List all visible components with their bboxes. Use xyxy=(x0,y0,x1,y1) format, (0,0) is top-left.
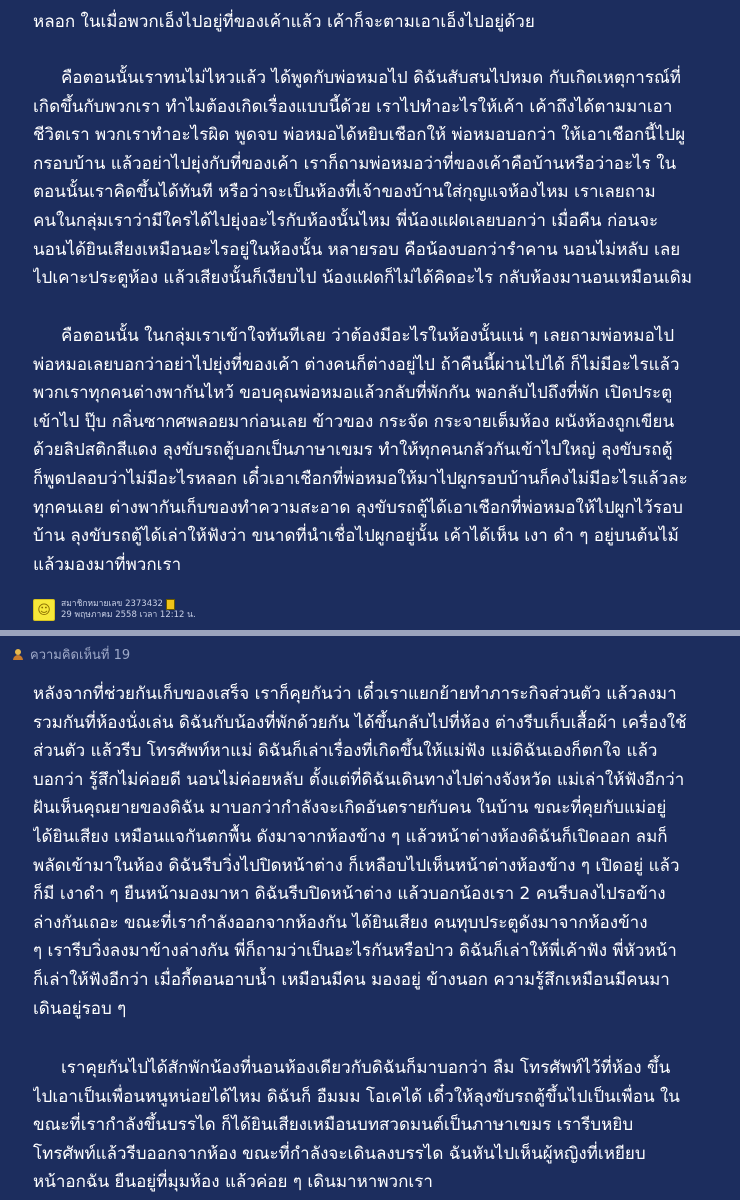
post-date: 29 พฤษภาคม 2558 เวลา 12:12 น. xyxy=(61,610,196,620)
text-line: เดินอยู่รอบ ๆ xyxy=(33,998,127,1019)
text-line: หลอก ในเมื่อพวกเอ็งไปอยู่ที่ของเค้าแล้ว เค้าก็จะตามเอาเอ็งไปอยู่ด้วย xyxy=(33,12,535,32)
comment-header xyxy=(12,644,130,665)
post-footer xyxy=(33,596,196,624)
text-line: ๆ เรารีบวิ่งลงมาข้างล่างกัน พี่ก็ถามว่าเป็นอะไรกันหรือป่าว ดิฉันก็เล่าให้พี่เค้าฟัง พี่หัวหน้า xyxy=(33,941,677,962)
comment-paragraph xyxy=(33,680,710,1023)
text-line: ตอนนั้นเราคิดขึ้นได้ทันที หรือว่าจะเป็นห้องที่เจ้าของบ้านใส่กุญแจห้องไหม เราเลยถาม xyxy=(33,182,656,203)
text-line: เกิดขึ้นกับพวกเรา ทำไมต้องเกิดเรื่องแบบนี้ด้วย เราไปทำอะไรให้เค้า เค้าถึงได้ตามมาเอา xyxy=(33,96,673,117)
text-line: แล้วมองมาที่พวกเรา xyxy=(33,554,182,575)
comment-paragraph xyxy=(33,1054,710,1197)
text-line: พวกเราทุกคนต่างพากันไหว้ ขอบคุณพ่อหมอแล้วกลับที่พักกัน พอกลับไปถึงที่พัก เปิดประตู xyxy=(33,383,673,404)
avatar[interactable]: ☺ xyxy=(33,599,55,621)
text-line: นอนได้ยินเสียงเหมือนอะไรอยู่ในห้องนั้น หลายรอบ คือน้องบอกว่ารำคาน นอนไม่หลับ เลย xyxy=(33,239,681,260)
comment-19 xyxy=(0,636,740,1200)
text-line: กรอบบ้าน แล้วอย่าไปยุ่งกับที่ของเค้า เราก็ถามพ่อหมอว่าที่ของเค้าคือบ้านหรือว่าอะไร ใน xyxy=(33,153,677,174)
text-line: ไปเคาะประตูห้อง แล้วเสียงนั้นก็เงียบไป น้องแฝดก็ไม่ได้คิดอะไร กลับห้องมานอนเหมือนเดิม xyxy=(33,268,693,289)
text-line: เราคุยกันไปได้สักพักน้องที่นอนห้องเดียวกับดิฉันก็มาบอกว่า ลืม โทรศัพท์ไว้ที่ห้อง ขึ้น xyxy=(61,1058,671,1078)
text-line: คือตอนนั้น ในกลุ่มเราเข้าใจทันทีเลย ว่าต้องมีอะไรในห้องนั้นแน่ ๆ เลยถามพ่อหมอไป xyxy=(61,326,675,346)
text-line: พ่อหมอเลยบอกว่าอย่าไปยุ่งที่ของเค้า ต่างคนก็ต่างอยู่ไป ถ้าคืนนี้ผ่านไปได้ ก็ไม่มีอะไรแล้ว xyxy=(33,354,680,375)
text-line: ไปเอาเป็นเพื่อนหนูหน่อยได้ไหม ดิฉันก็ อืมมม โอเคได้ เดี๋วให้ลุงขับรถตู้ขึ้นไปเป็นเพื่อน ใน xyxy=(33,1086,680,1107)
text-line: ด้วยลิปสติกสีแดง ลุงขับรถตู้บอกเป็นภาษาเขมร ทำให้ทุกคนกลัวกันเข้าไปใหญ่ ลุงขับรถตู้ xyxy=(33,440,673,461)
comment-number: ความคิดเห็นที่ 19 xyxy=(30,648,131,663)
post-body xyxy=(33,8,710,36)
text-line: บ้าน ลุงขับรถตู้ได้เล่าให้ฟังว่า ขนาดที่นำเชื่อไปผูกอยู่นั้น เค้าได้เห็น เงา ดำ ๆ อยู่บนต้นไม้ xyxy=(33,526,679,547)
text-line: ส่วนตัว แล้วรีบ โทรศัพท์หาแม่ ดิฉันก็เล่าเรื่องที่เกิดขึ้นให้แม่ฟัง แม่ดิฉันเองก็ตกใจ แล้ว xyxy=(33,741,658,762)
text-line: ทุกคนเลย ต่างพากันเก็บของทำความสะอาด ลุงขับรถตู้ได้เอาเชือกที่พ่อหมอให้ไปผูกไว้รอบ xyxy=(33,497,683,518)
text-line: พลัดเข้ามาในห้อง ดิฉันรีบวิ่งไปปิดหน้าต่าง ก็เหลือบไปเห็นหน้าต่างห้องข้าง ๆ เปิดอยู่ แล้ว xyxy=(33,855,680,876)
member-label[interactable]: สมาชิกหมายเลข 2373432 xyxy=(61,599,163,609)
text-line: คนในกลุ่มเราว่ามีใครได้ไปยุ่งอะไรกับห้องนั้นไหม พี่น้องแฝดเลยบอกว่า เมื่อคืน ก่อนจะ xyxy=(33,210,659,231)
text-line: ฝันเห็นคุณยายของดิฉัน มาบอกว่ากำลังจะเกิดอันตรายกับคน ในบ้าน ขณะที่คุยกับแม่อยู่ xyxy=(33,798,667,819)
text-line: เข้าไป ปุ๊บ กลิ่นซากศพลอยมาก่อนเลย ข้าวของ กระจัด กระจายเต็มห้อง ผนังห้องถูกเขียน xyxy=(33,411,675,432)
text-line: คือตอนนั้นเราทนไม่ไหวแล้ว ได้พูดกับพ่อหมอไป ดิฉันสับสนไปหมด กับเกิดเหตุการณ์ที่ xyxy=(61,68,681,88)
post-meta xyxy=(61,599,196,621)
text-line: ล่างกันเถอะ ขณะที่เรากำลังออกจากห้องกัน ได้ยินเสียง คนทุบประตูดังมาจากห้องข้าง xyxy=(33,912,648,933)
text-line: ก็มี เงาดำ ๆ ยืนหน้ามองมาหา ดิฉันรีบปิดหน้าต่าง แล้วบอกน้องเรา 2 คนรีบลงไปรอข้าง xyxy=(33,884,666,905)
text-line: ชีวิตเรา พวกเราทำอะไรผิด พูดจบ พ่อหมอได้หยิบเชือกให้ พ่อหมอบอกว่า ให้เอาเชือกนี้ไปผู xyxy=(33,125,686,146)
text-line: รวมกันที่ห้องนั่งเล่น ดิฉันกับน้องที่พักด้วยกัน ได้ขึ้นกลับไปที่ห้อง ต่างรีบเก็บเสื้อผ้า เครื่องใช้ xyxy=(33,712,687,733)
text-line: หน้าอกฉัน ยืนอยู่ที่มุมห้อง แล้วค่อย ๆ เดินมาหาพวกเรา xyxy=(33,1172,433,1193)
text-line: ก็เล่าให้ฟังอีกว่า เมื่อกี้ตอนอาบน้ำ เหมือนมีคน มองอยู่ ข้างนอก ความรู้สึกเหมือนมีคนมา xyxy=(33,969,670,990)
text-line: โทรศัพท์แล้วรีบออกจากห้อง ขณะที่กำลังจะเดินลงบรรได ฉันหันไปเห็นผู้หญิงที่เหยียบ xyxy=(33,1143,646,1164)
text-line: ได้ยินเสียง เหมือนแจกันตกพื้น ดังมาจากห้องข้าง ๆ แล้วหน้าต่างห้องดิฉันก็เปิดออก ลมก็ xyxy=(33,826,668,847)
text-line: บอกว่า รู้สึกไม่ค่อยดี นอนไม่ค่อยหลับ ตั้งแต่ที่ดิฉันเดินทางไปต่างจังหวัด แม่เล่าให้ฟังอีกว่า xyxy=(33,769,685,790)
text-line: ก็พูดปลอบว่าไม่มีอะไรหลอก เดี๋วเอาเชือกที่พ่อหมอให้มาไปผูกรอบบ้านก็คงไม่มีอะไรแล้วละ xyxy=(33,468,688,489)
post-paragraph xyxy=(33,322,710,579)
text-line: หลังจากที่ช่วยกันเก็บของเสร็จ เราก็คุยกันว่า เดี๋วเราแยกย้ายทำภาระกิจส่วนตัว แล้วลงมา xyxy=(33,684,677,704)
post-paragraph xyxy=(33,64,710,293)
user-icon xyxy=(12,649,24,661)
text-line: ขณะที่เรากำลังขึ้นบรรได ก็ได้ยินเสียงเหมือนบทสวดมนต์เป็นภาษาเขมร เรารีบหยิบ xyxy=(33,1115,634,1136)
member-badge-icon xyxy=(166,599,175,610)
